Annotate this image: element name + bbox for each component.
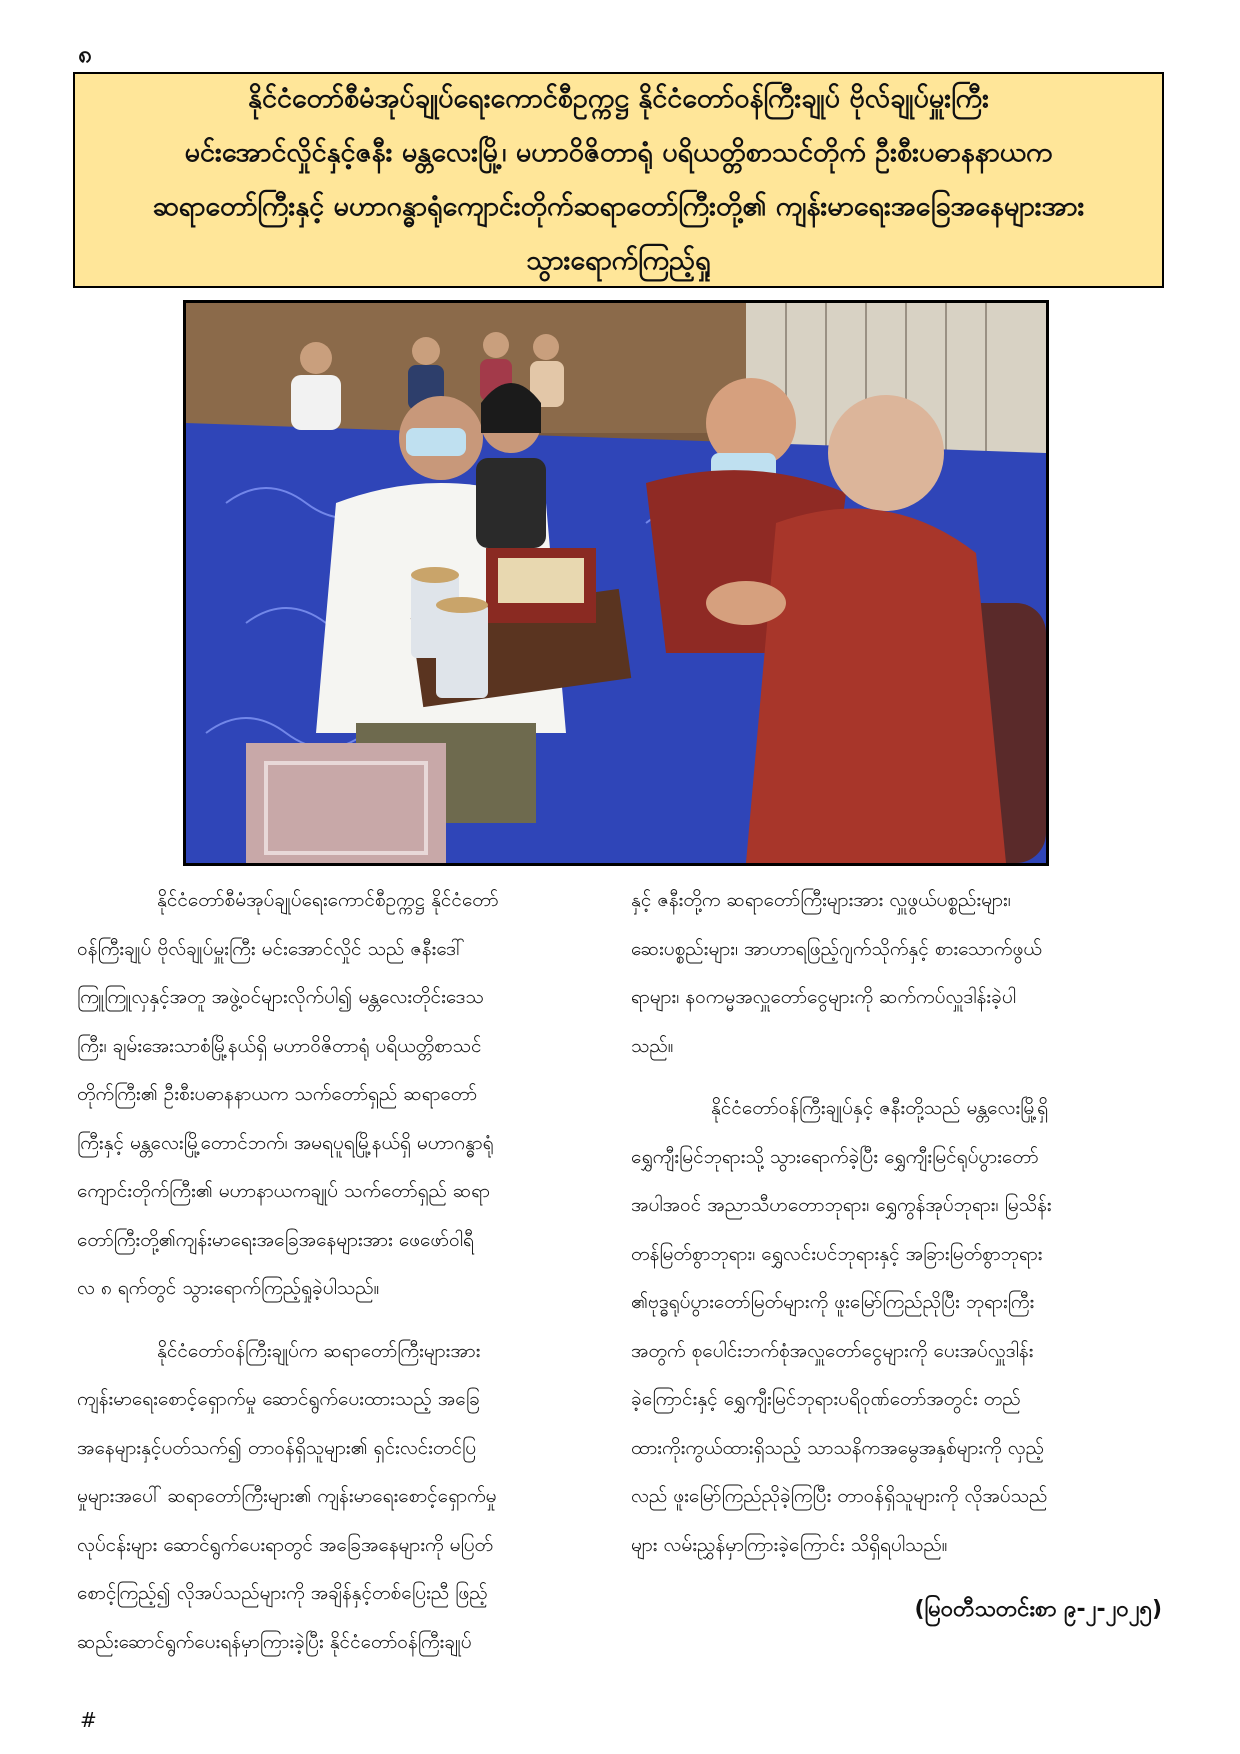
source-citation: (မြဝတီသတင်းစာ ၉-၂-၂၀၂၅) <box>914 1597 1162 1622</box>
text-line: နိုင်ငံတော်ဝန်ကြီးချုပ်က ဆရာတော်ကြီးများအား <box>157 1339 481 1362</box>
paragraph <box>631 876 1161 1070</box>
text-line: နိုင်ငံတော်ဝန်ကြီးချုပ်နှင့် ဇနီးတို့သည် မန္တလေးမြို့ရှိ <box>711 1097 1049 1119</box>
text-line: သည်။ <box>631 1034 674 1057</box>
text-line: ဆေးပစ္စည်းများ၊ အာဟာရဖြည့်ဂျက်သိုက်နှင့် စားသောက်ဖွယ် <box>631 937 1042 960</box>
photo-illustration <box>186 303 1046 863</box>
text-line: ၏ဗုဒ္ဓရုပ်ပွားတော်မြတ်များကို ဖူးမြော်ကြည်ညိုပြီး ဘုရားကြီး <box>631 1291 1035 1313</box>
text-line: လ ၈ ရက်တွင် သွားရောက်ကြည့်ရှုခဲ့ပါသည်။ <box>77 1277 380 1299</box>
text-line: ဆည်းဆောင်ရွက်ပေးရန်မှာကြားခဲ့ပြီး နိုင်ငံတော်ဝန်ကြီးချုပ် <box>77 1630 472 1653</box>
text-line: တန်မြတ်စွာဘုရား၊ ရွှေလင်းပင်ဘုရားနှင့် အခြားမြတ်စွာဘုရား <box>631 1242 1043 1265</box>
text-line: နိုင်ငံတော်စီမံအုပ်ချုပ်ရေးကောင်စီဥက္ကဋ္ဌ နိုင်ငံတော် <box>157 889 499 911</box>
footer-mark: # <box>80 1708 97 1732</box>
text-line: ဝန်ကြီးချုပ် ဗိုလ်ချုပ်မှူးကြီး မင်းအောင်လှိုင် သည် ဇနီးဒေါ် <box>77 937 465 960</box>
text-line: တိုက်ကြီး၏ ဦးစီးပဓာနနာယက သက်တော်ရှည် ဆရာတော် <box>77 1083 478 1105</box>
headline-box <box>73 72 1164 288</box>
text-line: လည် ဖူးမြော်ကြည်ညိုခဲ့ကြပြီး တာဝန်ရှိသူများကို လိုအပ်သည် <box>631 1485 1048 1507</box>
text-line: လုပ်ငန်းများ ဆောင်ရွက်ပေးရာတွင် အခြေအနေများကို မပြတ် <box>77 1533 494 1556</box>
text-line: ရွှေကျီးမြင်ဘုရားသို့ သွားရောက်ခဲ့ပြီး ရွှေကျီးမြင်ရုပ်ပွားတော် <box>631 1145 1039 1168</box>
left-column <box>77 876 613 1666</box>
text-line: အပါအဝင် အညာသီဟတောဘုရား၊ ရွှေကွန်အုပ်ဘုရား၊ မြသိန်း <box>631 1194 1052 1216</box>
text-line: များ လမ်းညွှန်မှာကြားခဲ့ကြောင်း သိရှိရပါသည်။ <box>631 1533 948 1556</box>
paragraph <box>77 876 613 1313</box>
text-line: စောင့်ကြည့်၍ လိုအပ်သည်များကို အချိန်နှင့်တစ်ပြေးညီ ဖြည့် <box>77 1582 488 1604</box>
text-line: တော်ကြီးတို့၏ကျန်းမာရေးအခြေအနေများအား ဖေဖော်ဝါရီ <box>77 1228 474 1251</box>
text-line: ကျောင်းတိုက်ကြီး၏ မဟာနာယကချုပ် သက်တော်ရှည် ဆရာ <box>77 1180 490 1202</box>
text-line: အတွက် စုပေါင်းဘက်စုံအလှူတော်ငွေများကို ပေးအပ်လှူဒါန်း <box>631 1339 1034 1362</box>
page-number: ၈ <box>78 40 92 68</box>
text-line: ခဲ့ကြောင်းနှင့် ရွှေကျီးမြင်ဘုရားပရိဝုဏ်တော်အတွင်း တည် <box>631 1388 1021 1410</box>
text-line: မှုများအပေါ် ဆရာတော်ကြီးများ၏ ကျန်းမာရေးစောင့်ရှောက်မှု <box>77 1485 497 1507</box>
headline-line: နိုင်ငံတော်စီမံအုပ်ချုပ်ရေးကောင်စီဥက္ကဋ္ဌ နိုင်ငံတော်ဝန်ကြီးချုပ် ဗိုလ်ချုပ်မှူးကြီး <box>248 83 989 114</box>
news-photo <box>183 300 1049 866</box>
text-line: ကြီး၊ ချမ်းအေးသာစံမြို့နယ်ရှိ မဟာဝိဇိတာရုံ ပရိယတ္တိစာသင် <box>77 1034 482 1057</box>
text-line: ကျန်းမာရေးစောင့်ရှောက်မှု ဆောင်ရွက်ပေးထားသည့် အခြေ <box>77 1388 480 1410</box>
paragraph <box>77 1327 613 1667</box>
right-column <box>631 876 1161 1569</box>
text-line: နှင့် ဇနီးတို့က ဆရာတော်ကြီးများအား လှူဖွယ်ပစ္စည်းများ၊ <box>631 889 1011 911</box>
headline-line: မင်းအောင်လှိုင်နှင့်ဇနီး မန္တလေးမြို့၊ မဟာဝိဇိတာရုံ ပရိယတ္တိစာသင်တိုက် ဦးစီးပဓာနနာယက <box>184 137 1053 168</box>
text-line: ထားကိုးကွယ်ထားရှိသည့် သာသနိကအမွေအနှစ်များကို လှည့် <box>631 1436 1044 1459</box>
text-line: ရာများ၊ နဝကမ္မအလှူတော်ငွေများကို ဆက်ကပ်လှူဒါန်းခဲ့ပါ <box>631 986 1016 1008</box>
text-line: ကြူကြူလှနှင့်အတူ အဖွဲ့ဝင်များလိုက်ပါ၍ မန္တလေးတိုင်းဒေသ <box>77 986 484 1008</box>
headline-line: သွားရောက်ကြည့်ရှု <box>526 245 711 276</box>
headline-line: ဆရာတော်ကြီးနှင့် မဟာဂန္ဓာရုံကျောင်းတိုက်ဆရာတော်ကြီးတို့၏ ကျန်းမာရေးအခြေအနေများအား <box>152 191 1085 222</box>
paragraph <box>631 1084 1161 1569</box>
text-line: အနေများနှင့်ပတ်သက်၍ တာဝန်ရှိသူများ၏ ရှင်းလင်းတင်ပြ <box>77 1436 477 1459</box>
text-line: ကြီးနှင့် မန္တလေးမြို့တောင်ဘက်၊ အမရပူရမြို့နယ်ရှိ မဟာဂန္ဓာရုံ <box>77 1131 494 1154</box>
